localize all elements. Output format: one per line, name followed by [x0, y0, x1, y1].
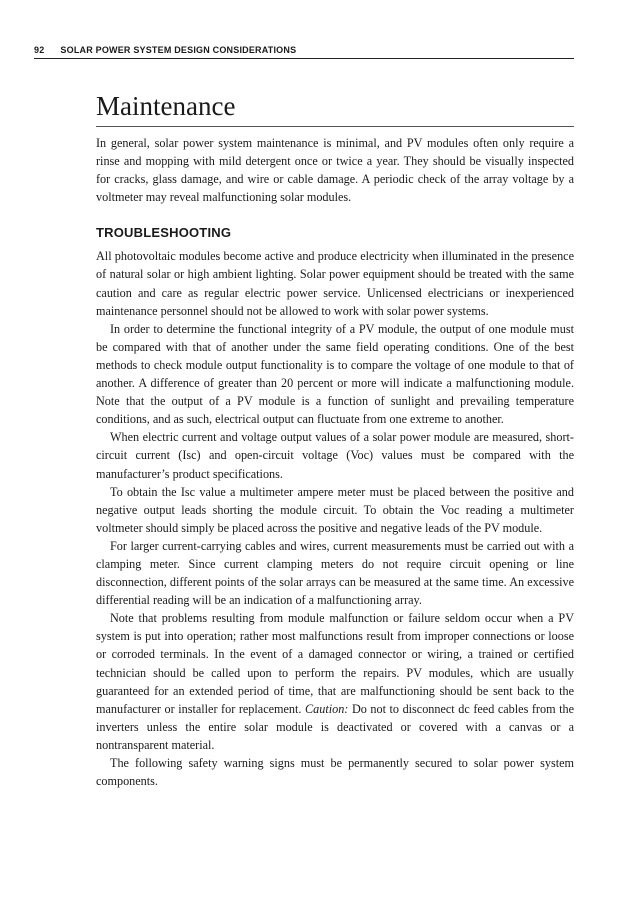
running-title: SOLAR POWER SYSTEM DESIGN CONSIDERATIONS — [60, 45, 297, 55]
paragraph-1: All photovoltaic modules become active and produce electricity when illuminated in the presence of natural solar or high ambient lighting. Solar power equipment should be treated with the same caution and care as regular electric power service. Unlicensed electricians or inexperienced maintenance personnel should not be allowed to work with solar power systems. — [96, 249, 574, 318]
caution-text: Do not to disconnect dc feed cables from the inverters unless the entire solar module is deactivated or covered with a canvas or a nontransparent material. — [96, 701, 575, 752]
paragraph-6 — [96, 609, 574, 754]
troubleshooting-heading: TROUBLESHOOTING — [96, 225, 232, 241]
paragraph-4: To obtain the Isc value a multimeter ampere meter must be placed between the positive and negative output leads shorting the module circuit. To obtain the Voc reading a multimeter voltmeter should simply be placed across the positive and negative leads of the PV module. — [96, 484, 574, 535]
running-header — [34, 44, 574, 59]
caution-label: Caution: — [305, 701, 349, 716]
paragraph-2: In order to determine the functional integrity of a PV module, the output of one module must be compared with that of another under the same field operating conditions. One of the best methods to check module output functionality is to compare the voltage of one module to that of another. A difference of greater than 20 percent or more will indicate a malfunctioning module. Note that the output of a PV module is a function of sunlight and prevailing temperature conditions, and as such, electrical output can fluctuate from one extreme to another. — [96, 321, 574, 427]
paragraph-5: For larger current-carrying cables and wires, current measurements must be carried out with a clamping meter. Since current clamping meters do not require circuit opening or line disconnection, different points of the solar arrays can be measured at the same time. An excessive differential reading will be an indication of a malfunctioning array. — [96, 538, 574, 608]
intro-paragraph: In general, solar power system maintenance is minimal, and PV modules often only require a rinse and mopping with mild detergent once or twice a year. They should be visually inspected for cracks, glass damage, and wire or cable damage. A periodic check of the array voltage by a voltmeter may reveal malfunctioning solar modules. — [96, 136, 574, 205]
page-content — [96, 90, 574, 790]
paragraph-3: When electric current and voltage output values of a solar power module are measured, short-circuit current (Isc) and open-circuit voltage (Voc) values must be compared with the manufacturer’s product specifications. — [96, 430, 574, 481]
section-title: Maintenance — [96, 90, 574, 127]
page-number: 92 — [34, 45, 45, 55]
paragraph-7: The following safety warning signs must be permanently secured to solar power system components. — [96, 756, 574, 789]
paragraph-6-text: Note that problems resulting from module malfunction or failure seldom occur when a PV system is put into operation; rather most malfunctions result from improper connections or loose or corroded terminals. In the event of a damaged connector or wiring, a trained or certified technician should be called upon to perform the repairs. PV modules, which are usually guaranteed for an extended period of time, that are malfunctioning should be sent back to the manufacturer or installer for replacement. — [96, 611, 574, 716]
